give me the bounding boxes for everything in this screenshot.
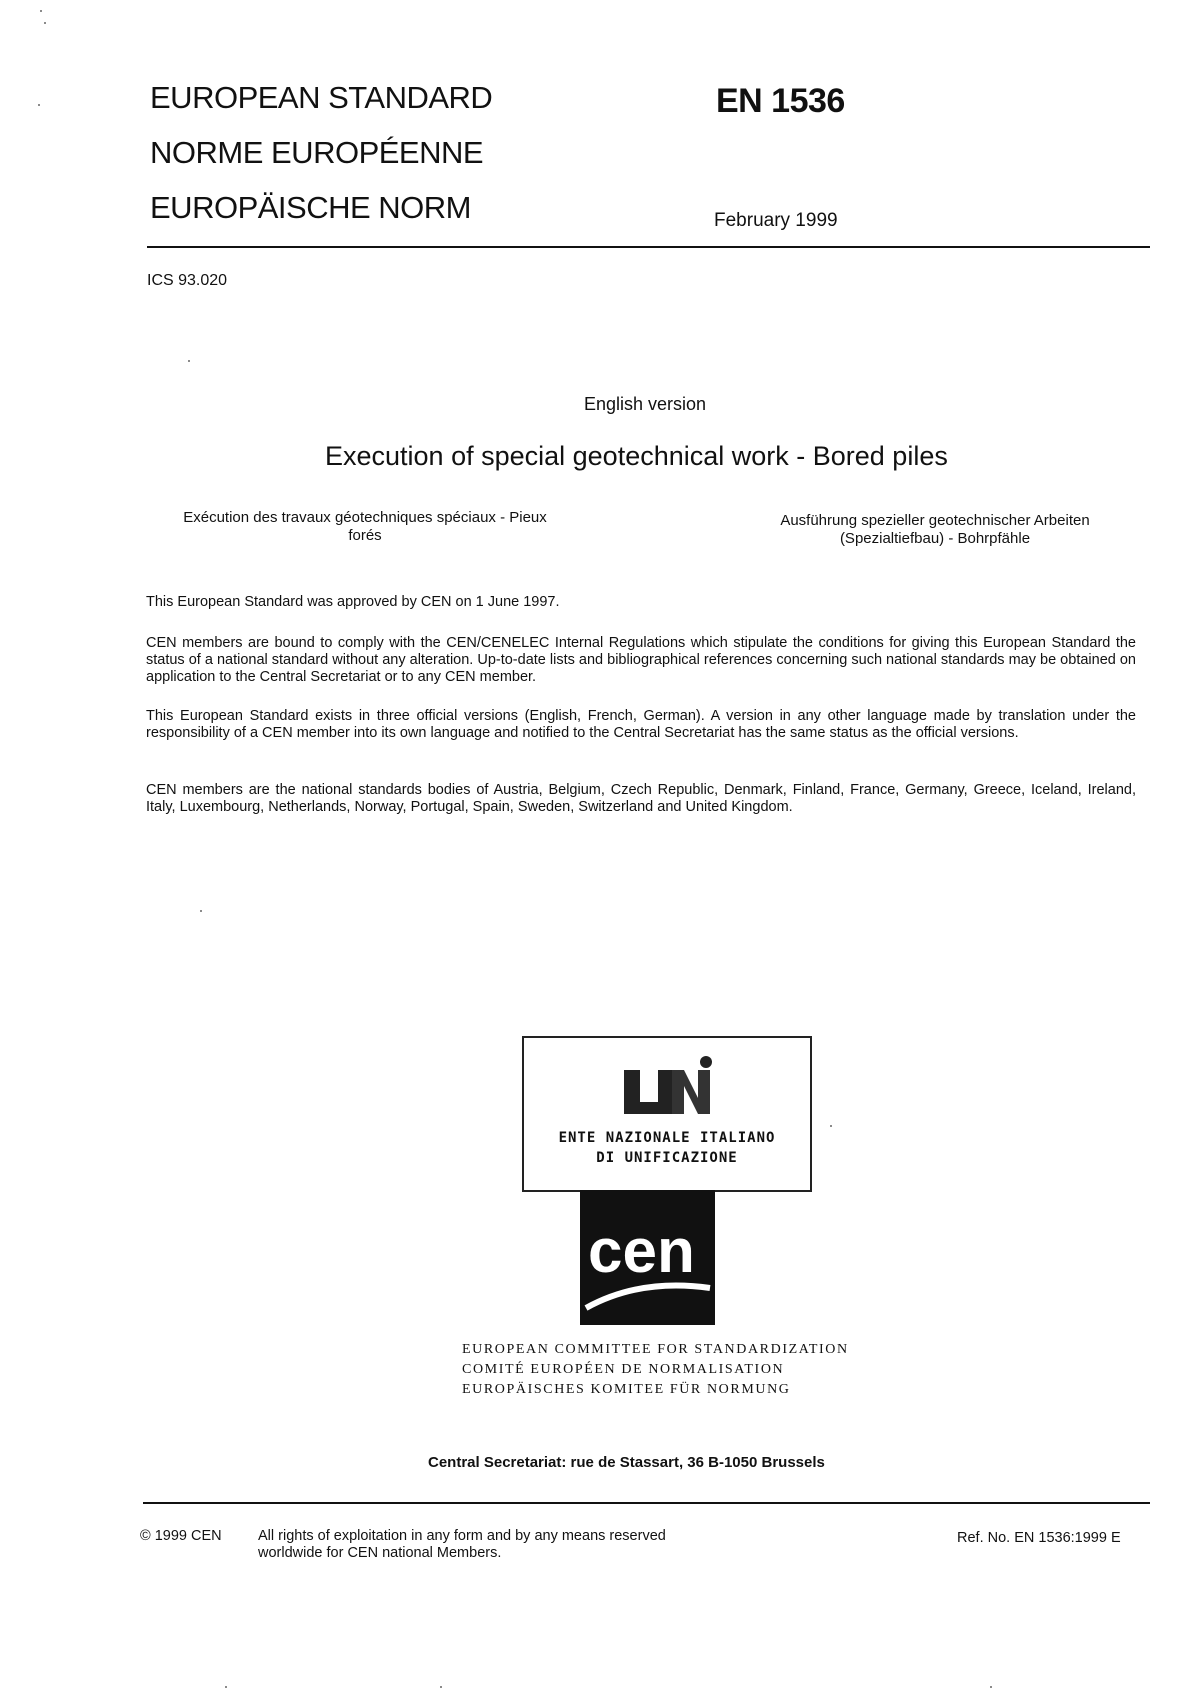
scan-speck — [990, 1686, 992, 1688]
stamp-line-2: DI UNIFICAZIONE — [596, 1150, 738, 1166]
svg-text:UNI: UNI — [668, 1119, 670, 1120]
scan-speck — [200, 910, 202, 912]
stamp-line-1: ENTE NAZIONALE ITALIANO — [558, 1130, 776, 1146]
uni-stamp — [522, 1036, 812, 1192]
cen-name-german: EUROPÄISCHES KOMITEE FÜR NORMUNG — [462, 1382, 791, 1397]
standard-number: EN 1536 — [716, 82, 845, 120]
subtitle-french-line: Exécution des travaux géotechniques spéciaux - Pieux — [183, 509, 547, 526]
regulations-paragraph: CEN members are bound to comply with the CEN/CENELEC Internal Regulations which stipulate the conditions for giving this European Standard the status of a national standard without any alteration. Up-to-date lists and bibliographical references concerning such national standards may be obtained on application to the Central Secretariat or to any CEN member. — [146, 635, 1136, 685]
footer-divider — [143, 1502, 1150, 1504]
copyright: © 1999 CEN — [140, 1528, 222, 1544]
scan-speck — [44, 22, 46, 24]
reference-number: Ref. No. EN 1536:1999 E — [957, 1530, 1121, 1546]
rights-notice — [258, 1528, 778, 1562]
approval-paragraph: This European Standard was approved by CEN on 1 June 1997. — [146, 594, 560, 610]
subtitle-french-line: forés — [348, 527, 382, 544]
main-title: Execution of special geotechnical work - Bored piles — [325, 441, 948, 471]
header-divider — [147, 246, 1150, 248]
rights-line: All rights of exploitation in any form and by any means reserved — [258, 1528, 666, 1544]
rights-line: worldwide for CEN national Members. — [258, 1545, 502, 1561]
publication-date: February 1999 — [714, 210, 838, 231]
uni-logo-icon — [622, 1056, 714, 1120]
title-english: EUROPEAN STANDARD — [150, 80, 493, 115]
members-paragraph: CEN members are the national standards bodies of Austria, Belgium, Czech Republic, Denmark, Finland, France, Germany, Greece, Iceland, Ireland, Italy, Luxembourg, Netherlands, Norway, Portugal, Spain, Sweden, Switzerland and United Kingdom. — [146, 782, 1136, 815]
cen-logo — [580, 1190, 715, 1325]
subtitle-german — [755, 512, 1115, 548]
scan-speck — [440, 1686, 442, 1688]
scan-speck — [40, 10, 42, 12]
subtitle-german-line: Ausführung spezieller geotechnischer Arbeiten — [780, 512, 1090, 529]
title-french: NORME EUROPÉENNE — [150, 135, 484, 170]
ics-code: ICS 93.020 — [147, 272, 228, 289]
subtitle-french — [155, 509, 575, 545]
cen-name-french: COMITÉ EUROPÉEN DE NORMALISATION — [462, 1362, 785, 1377]
versions-paragraph: This European Standard exists in three official versions (English, French, German). A version in any other language made by translation under the responsibility of a CEN member into its own language and notified to the Central Secretariat has the same status as the official versions. — [146, 708, 1136, 741]
cen-logo-icon — [580, 1190, 715, 1325]
scan-speck — [830, 1125, 832, 1127]
title-german: EUROPÄISCHE NORM — [150, 190, 471, 225]
scan-speck — [225, 1686, 227, 1688]
scan-speck — [188, 360, 190, 362]
version-label: English version — [584, 394, 707, 414]
scan-speck — [38, 104, 40, 106]
cen-name-english: EUROPEAN COMMITTEE FOR STANDARDIZATION — [462, 1342, 849, 1357]
subtitle-german-line: (Spezialtiefbau) - Bohrpfähle — [839, 530, 1031, 547]
secretariat-address: Central Secretariat: rue de Stassart, 36 B-1050 Brussels — [428, 1454, 825, 1471]
svg-text:cen: cen — [588, 1217, 695, 1286]
